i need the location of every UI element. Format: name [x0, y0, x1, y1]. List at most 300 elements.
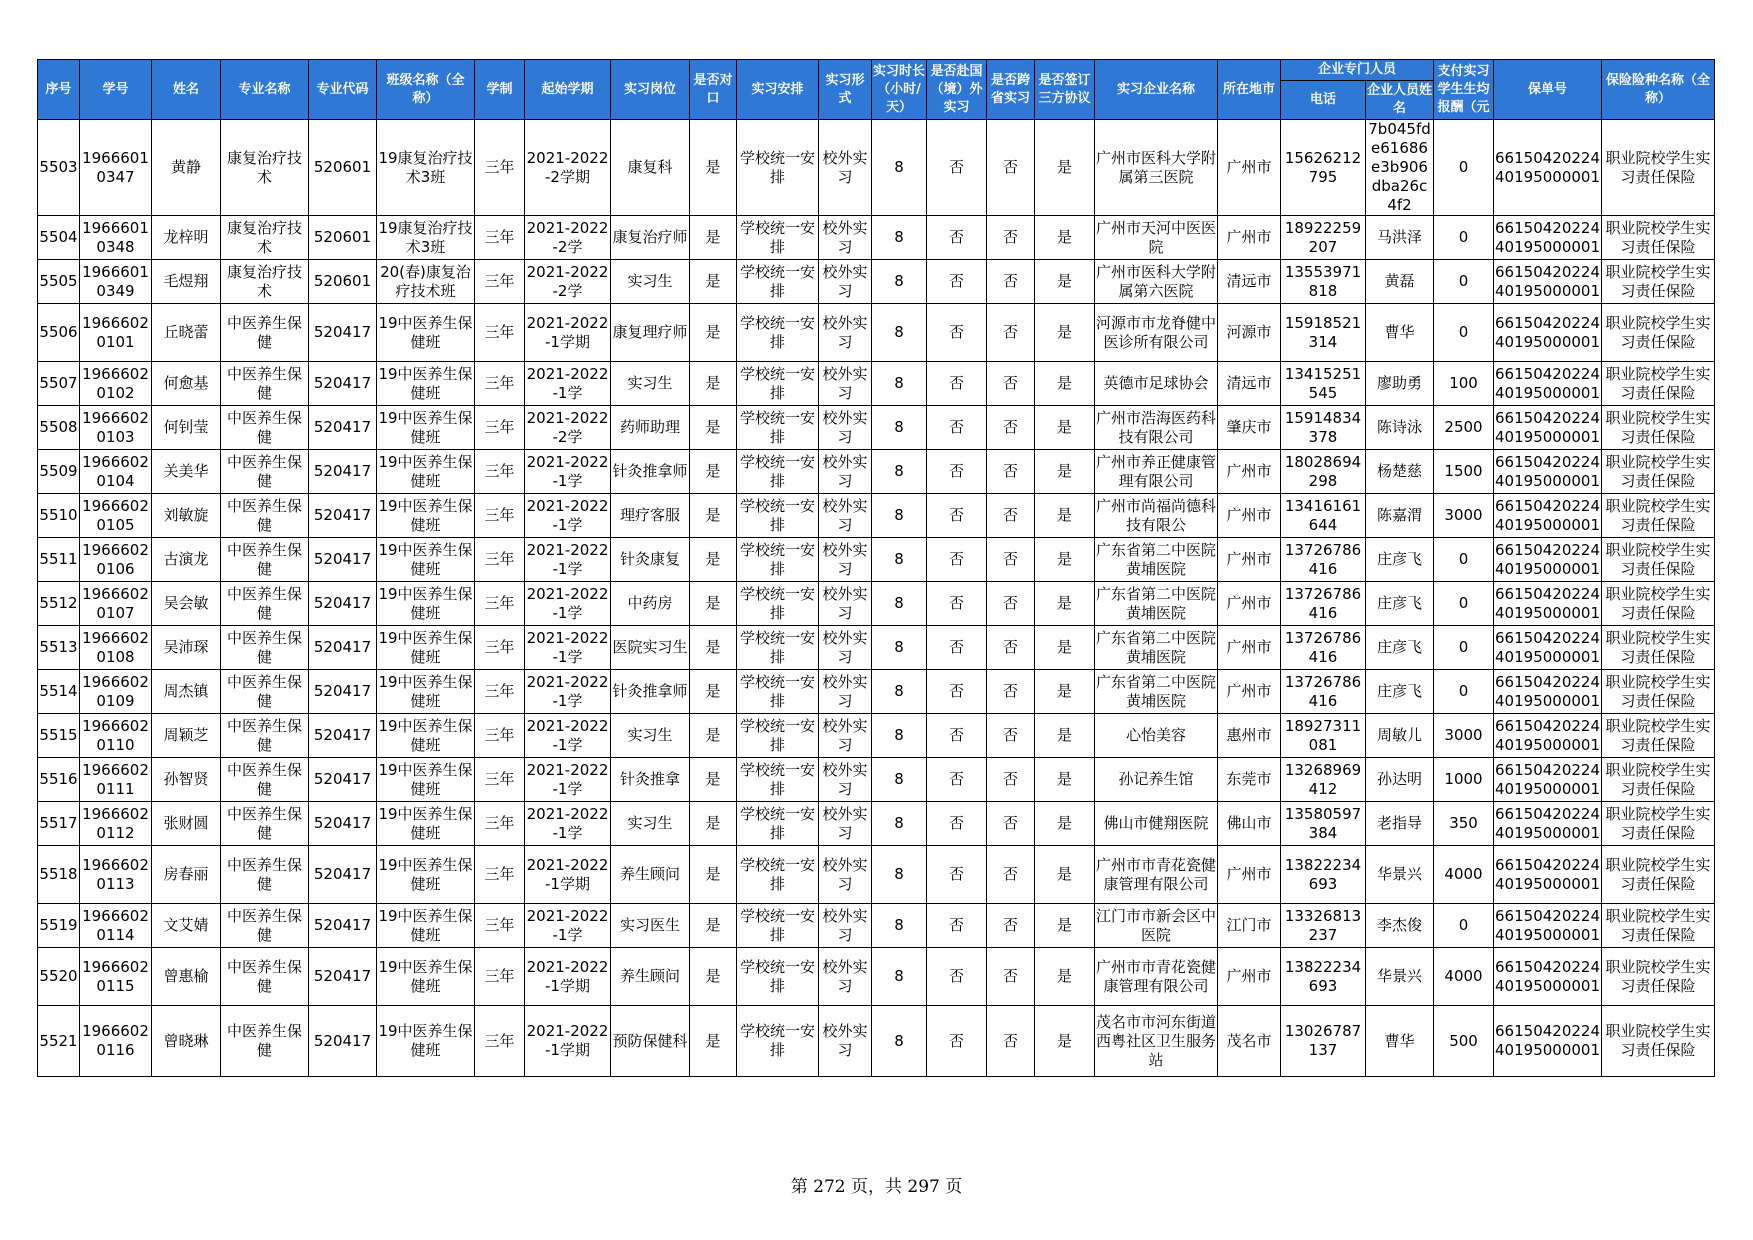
cell-major-code: 520417	[309, 670, 377, 714]
cell-city: 清远市	[1218, 362, 1281, 406]
cell-length: 三年	[475, 626, 525, 670]
cell-student-id: 19666020102	[80, 362, 152, 406]
cell-hours: 8	[872, 260, 927, 304]
cell-major: 中医养生保健	[221, 362, 309, 406]
page-footer: 第 272 页，共 297 页	[790, 1177, 963, 1197]
cell-phone: 13822234693	[1281, 846, 1366, 904]
cell-start-term: 2021-2022-1学	[525, 670, 611, 714]
cell-policy-no: 6615042022440195000001	[1494, 260, 1602, 304]
cell-phone: 13726786416	[1281, 538, 1366, 582]
cell-length: 三年	[475, 216, 525, 260]
cell-cross-province: 否	[987, 450, 1035, 494]
cell-seq: 5505	[38, 260, 80, 304]
cell-length: 三年	[475, 450, 525, 494]
cell-major: 康复治疗技术	[221, 216, 309, 260]
cell-name: 丘晓蕾	[152, 304, 221, 362]
cell-abroad: 否	[927, 846, 987, 904]
cell-city: 广州市	[1218, 948, 1281, 1006]
cell-seq: 5508	[38, 406, 80, 450]
cell-hours: 8	[872, 362, 927, 406]
cell-matched: 是	[690, 802, 737, 846]
cell-length: 三年	[475, 948, 525, 1006]
cell-seq: 5519	[38, 904, 80, 948]
header-major: 专业名称	[221, 60, 309, 120]
cell-pay: 100	[1434, 362, 1494, 406]
cell-insurance: 职业院校学生实习责任保险	[1602, 406, 1715, 450]
cell-arrangement: 学校统一安排	[737, 626, 819, 670]
cell-student-id: 19666020114	[80, 904, 152, 948]
cell-major: 中医养生保健	[221, 758, 309, 802]
table-row	[38, 406, 1715, 450]
cell-policy-no: 6615042022440195000001	[1494, 948, 1602, 1006]
cell-arrangement: 学校统一安排	[737, 904, 819, 948]
cell-company: 孙记养生馆	[1095, 758, 1218, 802]
cell-agreement: 是	[1035, 802, 1095, 846]
internship-table	[37, 59, 1715, 1077]
cell-cross-province: 否	[987, 582, 1035, 626]
cell-phone: 13726786416	[1281, 626, 1366, 670]
cell-major: 中医养生保健	[221, 582, 309, 626]
cell-policy-no: 6615042022440195000001	[1494, 450, 1602, 494]
header-company: 实习企业名称	[1095, 60, 1218, 120]
cell-insurance: 职业院校学生实习责任保险	[1602, 714, 1715, 758]
header-policy-no: 保单号	[1494, 60, 1602, 120]
cell-hours: 8	[872, 948, 927, 1006]
cell-abroad: 否	[927, 714, 987, 758]
cell-student-id: 19666020108	[80, 626, 152, 670]
cell-agreement: 是	[1035, 670, 1095, 714]
cell-major: 中医养生保健	[221, 948, 309, 1006]
cell-name: 曾惠榆	[152, 948, 221, 1006]
cell-policy-no: 6615042022440195000001	[1494, 1006, 1602, 1077]
cell-city: 东莞市	[1218, 758, 1281, 802]
cell-start-term: 2021-2022-2学	[525, 216, 611, 260]
cell-seq: 5506	[38, 304, 80, 362]
cell-agreement: 是	[1035, 758, 1095, 802]
cell-length: 三年	[475, 120, 525, 216]
cell-position: 实习生	[611, 362, 690, 406]
cell-student-id: 19666020101	[80, 304, 152, 362]
cell-start-term: 2021-2022-1学	[525, 362, 611, 406]
header-contact-name: 企业人员姓名	[1366, 81, 1434, 120]
cell-policy-no: 6615042022440195000001	[1494, 582, 1602, 626]
cell-student-id: 19666010349	[80, 260, 152, 304]
cell-cross-province: 否	[987, 362, 1035, 406]
cell-name: 关美华	[152, 450, 221, 494]
cell-insurance: 职业院校学生实习责任保险	[1602, 948, 1715, 1006]
cell-pay: 500	[1434, 1006, 1494, 1077]
cell-major: 中医养生保健	[221, 494, 309, 538]
cell-class: 19中医养生保健班	[377, 714, 475, 758]
cell-start-term: 2021-2022-1学	[525, 626, 611, 670]
cell-class: 19康复治疗技术3班	[377, 216, 475, 260]
cell-major: 中医养生保健	[221, 538, 309, 582]
header-agreement: 是否签订三方协议	[1035, 60, 1095, 120]
cell-major: 中医养生保健	[221, 904, 309, 948]
cell-major-code: 520417	[309, 948, 377, 1006]
cell-length: 三年	[475, 1006, 525, 1077]
cell-cross-province: 否	[987, 626, 1035, 670]
cell-insurance: 职业院校学生实习责任保险	[1602, 362, 1715, 406]
cell-student-id: 19666020110	[80, 714, 152, 758]
cell-agreement: 是	[1035, 304, 1095, 362]
cell-form: 校外实习	[819, 450, 872, 494]
cell-hours: 8	[872, 904, 927, 948]
cell-arrangement: 学校统一安排	[737, 216, 819, 260]
cell-form: 校外实习	[819, 670, 872, 714]
cell-start-term: 2021-2022-1学期	[525, 304, 611, 362]
table-row	[38, 802, 1715, 846]
cell-matched: 是	[690, 450, 737, 494]
cell-insurance: 职业院校学生实习责任保险	[1602, 758, 1715, 802]
cell-city: 广州市	[1218, 670, 1281, 714]
cell-policy-no: 6615042022440195000001	[1494, 904, 1602, 948]
cell-contact-name: 杨楚慈	[1366, 450, 1434, 494]
cell-pay: 350	[1434, 802, 1494, 846]
cell-hours: 8	[872, 802, 927, 846]
cell-city: 广州市	[1218, 216, 1281, 260]
table-header	[38, 60, 1715, 120]
cell-position: 针灸推拿	[611, 758, 690, 802]
cell-student-id: 19666020111	[80, 758, 152, 802]
table-row	[38, 216, 1715, 260]
cell-major-code: 520417	[309, 304, 377, 362]
cell-matched: 是	[690, 120, 737, 216]
cell-arrangement: 学校统一安排	[737, 670, 819, 714]
cell-form: 校外实习	[819, 362, 872, 406]
cell-length: 三年	[475, 802, 525, 846]
cell-major-code: 520417	[309, 582, 377, 626]
cell-class: 19中医养生保健班	[377, 582, 475, 626]
cell-matched: 是	[690, 260, 737, 304]
cell-policy-no: 6615042022440195000001	[1494, 758, 1602, 802]
cell-matched: 是	[690, 582, 737, 626]
cell-class: 19中医养生保健班	[377, 1006, 475, 1077]
cell-agreement: 是	[1035, 494, 1095, 538]
cell-matched: 是	[690, 626, 737, 670]
cell-start-term: 2021-2022-1学	[525, 904, 611, 948]
cell-agreement: 是	[1035, 948, 1095, 1006]
cell-abroad: 否	[927, 216, 987, 260]
cell-contact-name: 曹华	[1366, 1006, 1434, 1077]
cell-contact-name: 华景兴	[1366, 948, 1434, 1006]
cell-length: 三年	[475, 260, 525, 304]
table-row	[38, 582, 1715, 626]
cell-city: 佛山市	[1218, 802, 1281, 846]
cell-major-code: 520417	[309, 406, 377, 450]
cell-agreement: 是	[1035, 260, 1095, 304]
cell-name: 张财圆	[152, 802, 221, 846]
cell-phone: 18922259207	[1281, 216, 1366, 260]
cell-major-code: 520417	[309, 362, 377, 406]
cell-policy-no: 6615042022440195000001	[1494, 802, 1602, 846]
cell-class: 19中医养生保健班	[377, 948, 475, 1006]
cell-major-code: 520417	[309, 494, 377, 538]
cell-seq: 5504	[38, 216, 80, 260]
cell-class: 19中医养生保健班	[377, 304, 475, 362]
cell-insurance: 职业院校学生实习责任保险	[1602, 494, 1715, 538]
cell-class: 19康复治疗技术3班	[377, 120, 475, 216]
cell-name: 黄静	[152, 120, 221, 216]
internship-table-sheet	[37, 59, 1714, 1077]
cell-matched: 是	[690, 494, 737, 538]
cell-pay: 0	[1434, 626, 1494, 670]
cell-name: 毛煜翔	[152, 260, 221, 304]
cell-arrangement: 学校统一安排	[737, 758, 819, 802]
cell-class: 19中医养生保健班	[377, 802, 475, 846]
cell-name: 周颖芝	[152, 714, 221, 758]
cell-start-term: 2021-2022-2学	[525, 406, 611, 450]
cell-agreement: 是	[1035, 846, 1095, 904]
cell-name: 刘敏旋	[152, 494, 221, 538]
cell-pay: 2500	[1434, 406, 1494, 450]
cell-policy-no: 6615042022440195000001	[1494, 304, 1602, 362]
cell-matched: 是	[690, 216, 737, 260]
cell-company: 广东省第二中医院黄埔医院	[1095, 538, 1218, 582]
cell-abroad: 否	[927, 904, 987, 948]
cell-city: 广州市	[1218, 450, 1281, 494]
cell-phone: 13726786416	[1281, 670, 1366, 714]
cell-arrangement: 学校统一安排	[737, 714, 819, 758]
cell-position: 药师助理	[611, 406, 690, 450]
cell-seq: 5520	[38, 948, 80, 1006]
cell-agreement: 是	[1035, 120, 1095, 216]
cell-seq: 5510	[38, 494, 80, 538]
header-name: 姓名	[152, 60, 221, 120]
cell-pay: 0	[1434, 538, 1494, 582]
cell-length: 三年	[475, 670, 525, 714]
table-row	[38, 260, 1715, 304]
cell-matched: 是	[690, 714, 737, 758]
cell-insurance: 职业院校学生实习责任保险	[1602, 582, 1715, 626]
cell-class: 19中医养生保健班	[377, 494, 475, 538]
header-major-code: 专业代码	[309, 60, 377, 120]
cell-phone: 13726786416	[1281, 582, 1366, 626]
cell-length: 三年	[475, 304, 525, 362]
cell-form: 校外实习	[819, 216, 872, 260]
cell-pay: 0	[1434, 304, 1494, 362]
table-row	[38, 120, 1715, 216]
cell-hours: 8	[872, 714, 927, 758]
cell-phone: 13416161644	[1281, 494, 1366, 538]
cell-student-id: 19666020105	[80, 494, 152, 538]
cell-position: 医院实习生	[611, 626, 690, 670]
cell-policy-no: 6615042022440195000001	[1494, 626, 1602, 670]
cell-name: 孙智贤	[152, 758, 221, 802]
cell-name: 龙梓明	[152, 216, 221, 260]
header-pay: 支付实习学生生均报酬（元	[1434, 60, 1494, 120]
cell-abroad: 否	[927, 260, 987, 304]
cell-major-code: 520417	[309, 904, 377, 948]
cell-arrangement: 学校统一安排	[737, 362, 819, 406]
cell-abroad: 否	[927, 120, 987, 216]
cell-major: 中医养生保健	[221, 304, 309, 362]
cell-hours: 8	[872, 406, 927, 450]
cell-arrangement: 学校统一安排	[737, 948, 819, 1006]
cell-seq: 5517	[38, 802, 80, 846]
cell-agreement: 是	[1035, 362, 1095, 406]
cell-matched: 是	[690, 948, 737, 1006]
cell-hours: 8	[872, 846, 927, 904]
cell-arrangement: 学校统一安排	[737, 802, 819, 846]
table-row	[38, 758, 1715, 802]
cell-agreement: 是	[1035, 450, 1095, 494]
cell-company: 广东省第二中医院黄埔医院	[1095, 670, 1218, 714]
cell-company: 广州市市青花瓷健康管理有限公司	[1095, 846, 1218, 904]
cell-arrangement: 学校统一安排	[737, 582, 819, 626]
cell-form: 校外实习	[819, 758, 872, 802]
cell-matched: 是	[690, 846, 737, 904]
cell-phone: 13026787137	[1281, 1006, 1366, 1077]
cell-company: 江门市市新会区中医院	[1095, 904, 1218, 948]
cell-major-code: 520417	[309, 846, 377, 904]
cell-company: 茂名市市河东街道西粤社区卫生服务站	[1095, 1006, 1218, 1077]
cell-insurance: 职业院校学生实习责任保险	[1602, 904, 1715, 948]
cell-cross-province: 否	[987, 538, 1035, 582]
table-row	[38, 948, 1715, 1006]
cell-major: 康复治疗技术	[221, 260, 309, 304]
cell-contact-name: 李杰俊	[1366, 904, 1434, 948]
header-contact-group: 企业专门人员	[1281, 60, 1434, 81]
cell-name: 何愈基	[152, 362, 221, 406]
cell-form: 校外实习	[819, 538, 872, 582]
cell-policy-no: 6615042022440195000001	[1494, 120, 1602, 216]
cell-major-code: 520417	[309, 714, 377, 758]
cell-insurance: 职业院校学生实习责任保险	[1602, 1006, 1715, 1077]
table-row	[38, 626, 1715, 670]
cell-class: 19中医养生保健班	[377, 758, 475, 802]
cell-pay: 0	[1434, 120, 1494, 216]
cell-seq: 5515	[38, 714, 80, 758]
cell-pay: 4000	[1434, 846, 1494, 904]
header-city: 所在地市	[1218, 60, 1281, 120]
cell-abroad: 否	[927, 948, 987, 1006]
cell-abroad: 否	[927, 582, 987, 626]
cell-phone: 15918521314	[1281, 304, 1366, 362]
cell-major-code: 520417	[309, 626, 377, 670]
cell-major: 中医养生保健	[221, 846, 309, 904]
cell-city: 茂名市	[1218, 1006, 1281, 1077]
cell-arrangement: 学校统一安排	[737, 1006, 819, 1077]
cell-contact-name: 廖助勇	[1366, 362, 1434, 406]
cell-hours: 8	[872, 582, 927, 626]
cell-agreement: 是	[1035, 582, 1095, 626]
cell-agreement: 是	[1035, 714, 1095, 758]
cell-form: 校外实习	[819, 260, 872, 304]
cell-position: 康复科	[611, 120, 690, 216]
cell-form: 校外实习	[819, 406, 872, 450]
cell-cross-province: 否	[987, 260, 1035, 304]
cell-class: 19中医养生保健班	[377, 670, 475, 714]
cell-insurance: 职业院校学生实习责任保险	[1602, 450, 1715, 494]
header-arrangement: 实习安排	[737, 60, 819, 120]
cell-phone: 18927311081	[1281, 714, 1366, 758]
table-row	[38, 494, 1715, 538]
cell-agreement: 是	[1035, 1006, 1095, 1077]
cell-length: 三年	[475, 582, 525, 626]
cell-abroad: 否	[927, 802, 987, 846]
cell-major-code: 520601	[309, 216, 377, 260]
cell-company: 河源市市龙脊健中医诊所有限公司	[1095, 304, 1218, 362]
cell-class: 19中医养生保健班	[377, 904, 475, 948]
cell-position: 理疗客服	[611, 494, 690, 538]
cell-major: 中医养生保健	[221, 670, 309, 714]
cell-start-term: 2021-2022-1学期	[525, 948, 611, 1006]
cell-position: 预防保健科	[611, 1006, 690, 1077]
cell-agreement: 是	[1035, 538, 1095, 582]
table-row	[38, 450, 1715, 494]
cell-cross-province: 否	[987, 904, 1035, 948]
cell-major: 中医养生保健	[221, 1006, 309, 1077]
header-abroad: 是否赴国（境）外实习	[927, 60, 987, 120]
cell-form: 校外实习	[819, 626, 872, 670]
cell-abroad: 否	[927, 670, 987, 714]
cell-name: 文艾婧	[152, 904, 221, 948]
cell-matched: 是	[690, 1006, 737, 1077]
cell-phone: 18028694298	[1281, 450, 1366, 494]
cell-start-term: 2021-2022-1学	[525, 582, 611, 626]
cell-company: 广州市尚福尚德科技有限公	[1095, 494, 1218, 538]
cell-policy-no: 6615042022440195000001	[1494, 846, 1602, 904]
cell-city: 广州市	[1218, 582, 1281, 626]
cell-hours: 8	[872, 494, 927, 538]
cell-major-code: 520601	[309, 120, 377, 216]
cell-insurance: 职业院校学生实习责任保险	[1602, 802, 1715, 846]
header-start-term: 起始学期	[525, 60, 611, 120]
cell-contact-name: 陈诗泳	[1366, 406, 1434, 450]
cell-contact-name: 孙达明	[1366, 758, 1434, 802]
cell-major-code: 520417	[309, 538, 377, 582]
cell-contact-name: 庄彦飞	[1366, 582, 1434, 626]
cell-matched: 是	[690, 304, 737, 362]
cell-position: 康复治疗师	[611, 216, 690, 260]
cell-matched: 是	[690, 406, 737, 450]
cell-start-term: 2021-2022-1学	[525, 802, 611, 846]
cell-phone: 13580597384	[1281, 802, 1366, 846]
cell-cross-province: 否	[987, 846, 1035, 904]
cell-length: 三年	[475, 758, 525, 802]
cell-major: 中医养生保健	[221, 626, 309, 670]
cell-start-term: 2021-2022-1学	[525, 758, 611, 802]
cell-company: 广东省第二中医院黄埔医院	[1095, 582, 1218, 626]
cell-company: 英德市足球协会	[1095, 362, 1218, 406]
cell-student-id: 19666020116	[80, 1006, 152, 1077]
cell-position: 实习医生	[611, 904, 690, 948]
cell-length: 三年	[475, 538, 525, 582]
cell-pay: 1000	[1434, 758, 1494, 802]
cell-phone: 15626212795	[1281, 120, 1366, 216]
cell-position: 实习生	[611, 260, 690, 304]
cell-arrangement: 学校统一安排	[737, 450, 819, 494]
cell-student-id: 19666020109	[80, 670, 152, 714]
cell-insurance: 职业院校学生实习责任保险	[1602, 120, 1715, 216]
cell-hours: 8	[872, 1006, 927, 1077]
cell-contact-name: 7b045fde61686e3b906dba26c4f2	[1366, 120, 1434, 216]
cell-insurance: 职业院校学生实习责任保险	[1602, 846, 1715, 904]
cell-insurance: 职业院校学生实习责任保险	[1602, 538, 1715, 582]
cell-major: 中医养生保健	[221, 406, 309, 450]
header-length: 学制	[475, 60, 525, 120]
cell-major-code: 520601	[309, 260, 377, 304]
cell-major-code: 520417	[309, 1006, 377, 1077]
cell-start-term: 2021-2022-1学期	[525, 1006, 611, 1077]
cell-seq: 5518	[38, 846, 80, 904]
header-form: 实习形式	[819, 60, 872, 120]
cell-contact-name: 马洪泽	[1366, 216, 1434, 260]
cell-seq: 5509	[38, 450, 80, 494]
cell-hours: 8	[872, 450, 927, 494]
cell-arrangement: 学校统一安排	[737, 260, 819, 304]
